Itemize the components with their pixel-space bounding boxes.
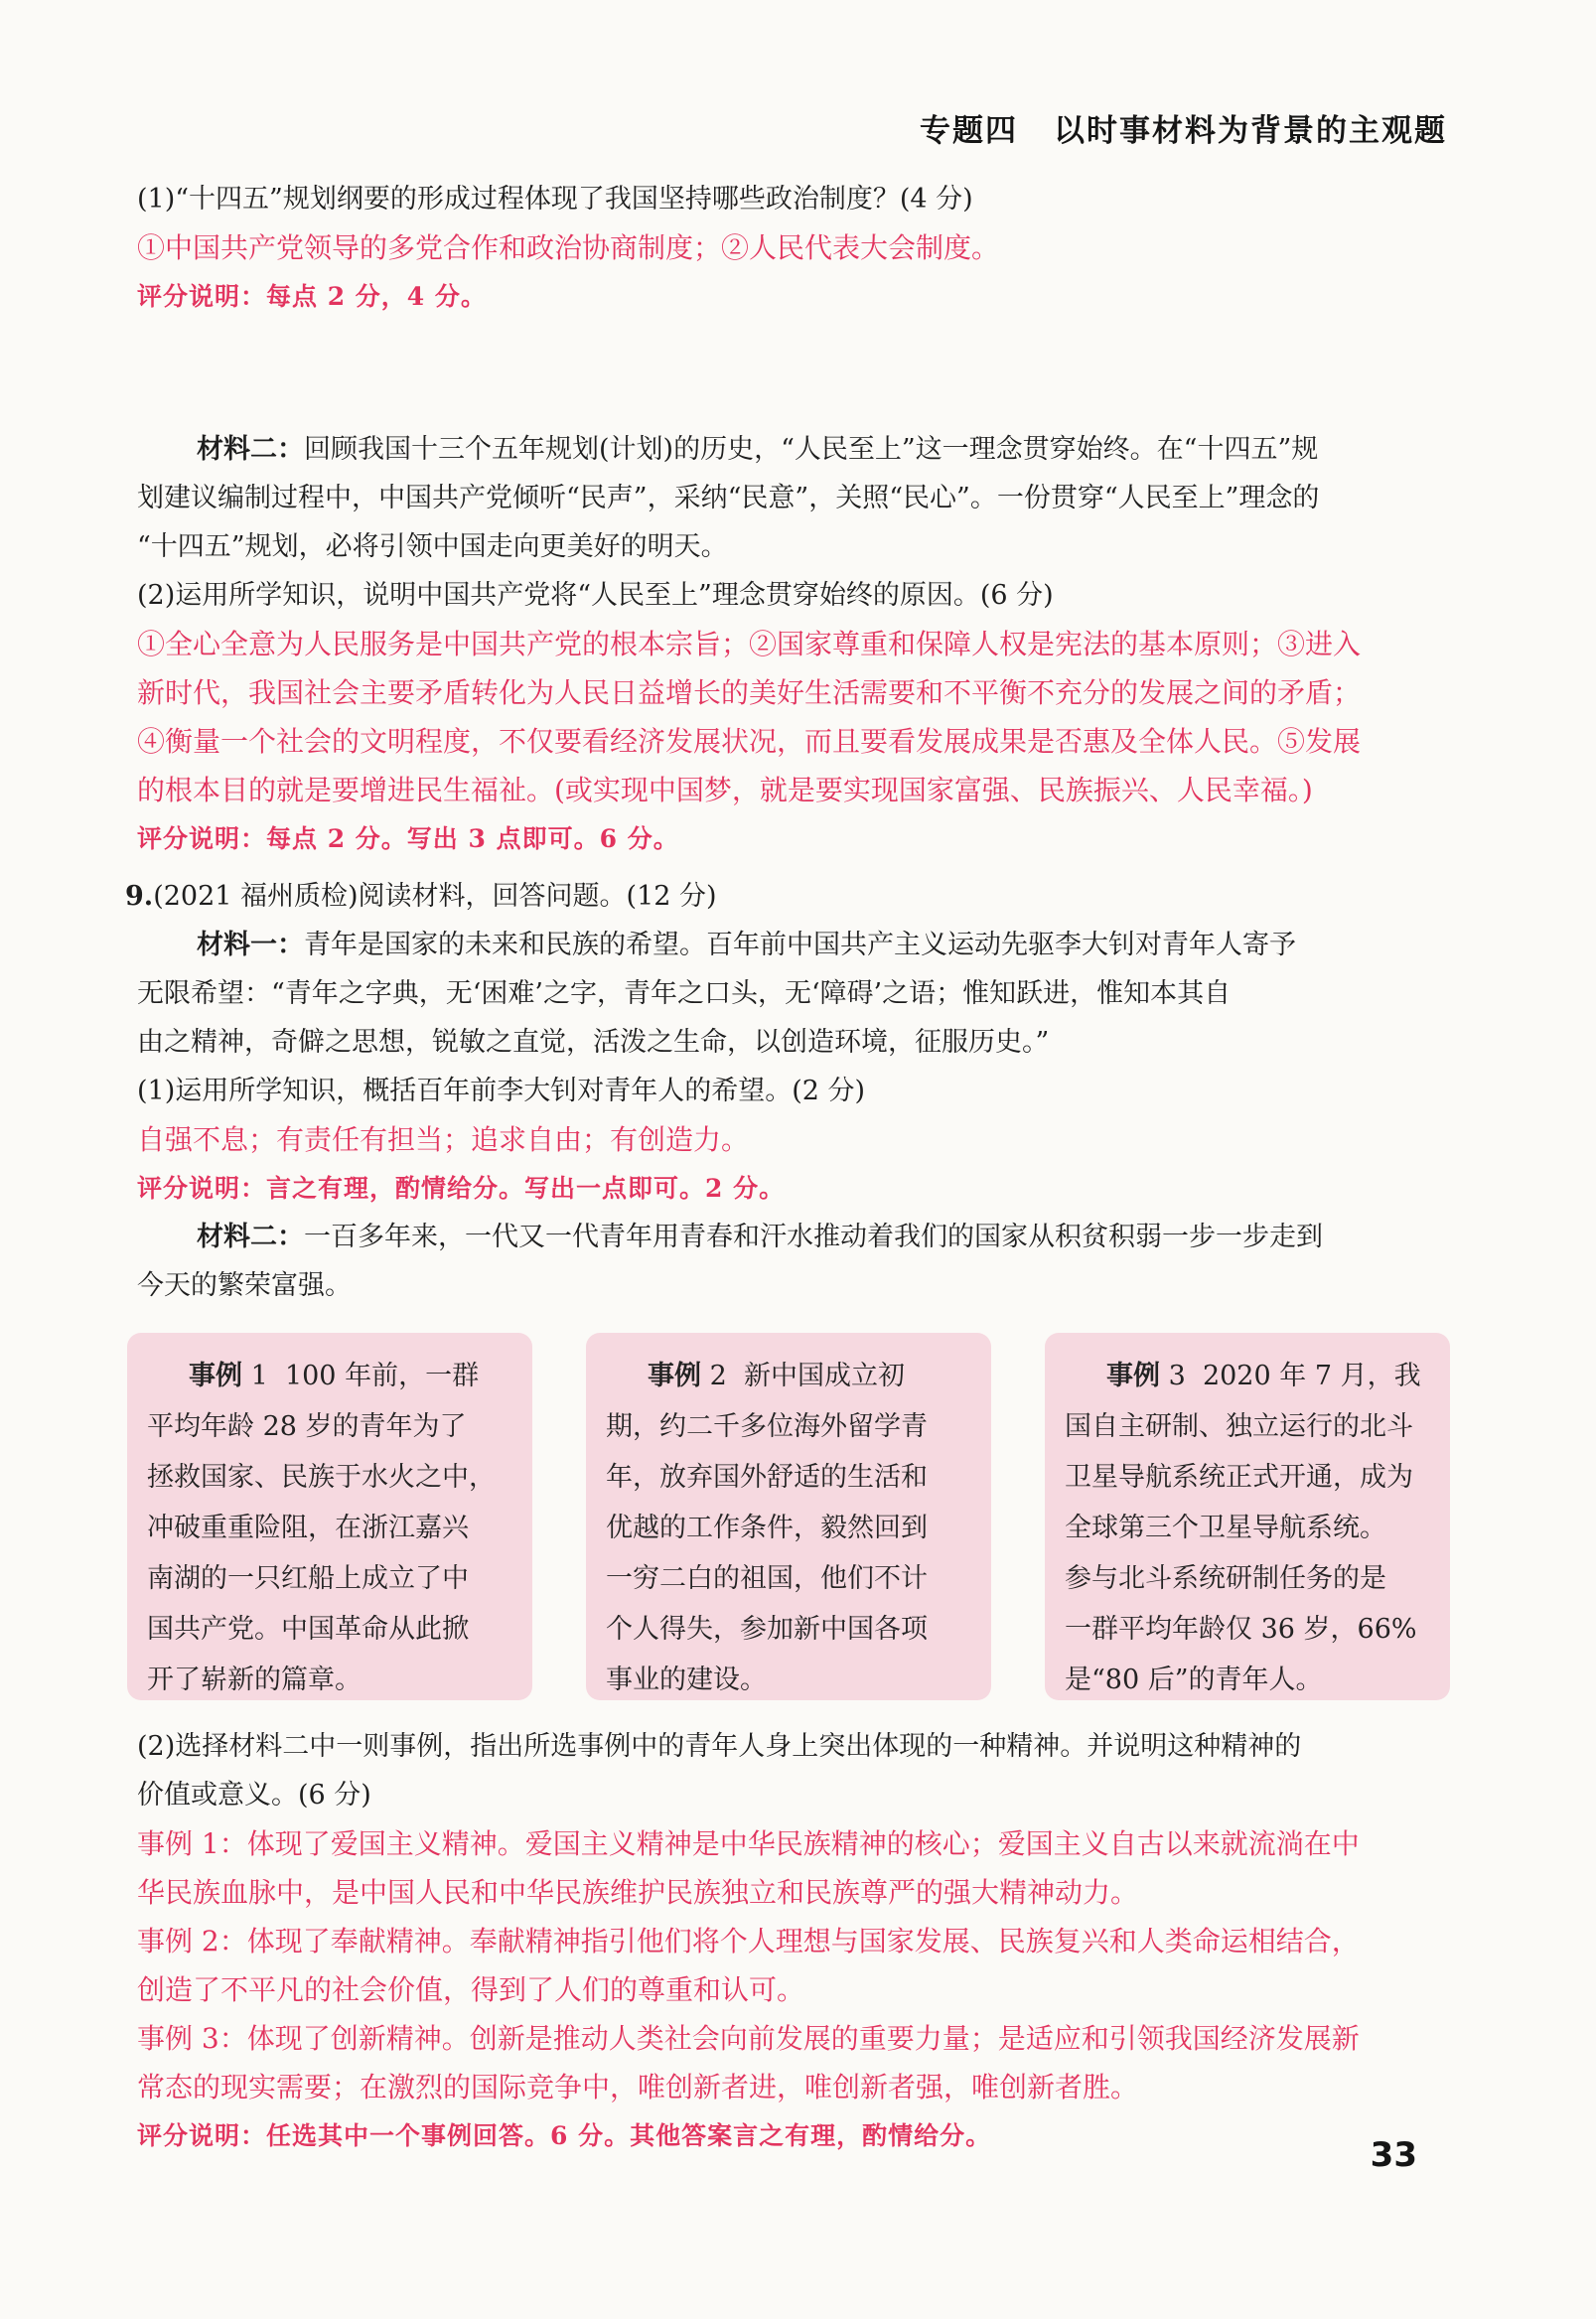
answer-text: ①中国共产党领导的多党合作和政治协商制度；②人民代表大会制度。 xyxy=(137,231,1000,264)
question-text: (1)运用所学知识，概括百年前李大钊对青年人的希望。(2 分) xyxy=(137,1076,866,1106)
card-text: 平均年龄 28 岁的青年为了 xyxy=(147,1411,467,1442)
example-card-1 xyxy=(127,1333,532,1700)
material-text: 划建议编制过程中，中国共产党倾听“民声”，采纳“民意”，关照“民心”。一份贯穿“人民至上”理念的 xyxy=(137,483,1320,513)
material-text: “十四五”规划，必将引领中国走向更美好的明天。 xyxy=(137,531,728,562)
answer-text: 事例 1：体现了爱国主义精神。爱国主义精神是中华民族精神的核心；爱国主义自古以来就流淌在中 xyxy=(137,1827,1360,1860)
page-number: 33 xyxy=(1370,2135,1417,2175)
answer-text: 华民族血脉中，是中国人民和中华民族维护民族独立和民族尊严的强大精神动力。 xyxy=(137,1876,1139,1909)
card-title: 事例 xyxy=(1106,1361,1160,1391)
card-title: 事例 xyxy=(648,1361,701,1391)
card-text: 年，放弃国外舒适的生活和 xyxy=(606,1462,928,1493)
question-1-block xyxy=(137,175,1448,321)
answer-text: 的根本目的就是要增进民生福祉。(或实现中国梦，就是要实现国家富强、民族振兴、人民幸福。) xyxy=(137,774,1313,806)
card-text: 事业的建设。 xyxy=(606,1665,767,1695)
question-9-block xyxy=(125,872,1436,921)
card-text: 优越的工作条件，毅然回到 xyxy=(606,1513,928,1543)
card-text: 国共产党。中国革命从此掀 xyxy=(147,1614,469,1645)
card-text: 卫星导航系统正式开通，成为 xyxy=(1065,1462,1413,1493)
topic-title: 以时事材料为背景的主观题 xyxy=(1054,113,1447,149)
card-text: 期，约二千多位海外留学青 xyxy=(606,1411,928,1442)
card-text: 国自主研制、独立运行的北斗 xyxy=(1065,1411,1413,1442)
scoring-note: 评分说明：每点 2 分。写出 3 点即可。6 分。 xyxy=(137,824,679,853)
card-text: 一穷二白的祖国，他们不计 xyxy=(606,1563,928,1594)
card-text: 一群平均年龄仅 36 岁，66% xyxy=(1065,1614,1417,1645)
card-number: 3 xyxy=(1168,1361,1186,1391)
card-text: 冲破重重险阻，在浙江嘉兴 xyxy=(147,1513,469,1543)
card-text: 个人得失，参加新中国各项 xyxy=(606,1614,928,1645)
answer-text: ④衡量一个社会的文明程度，不仅要看经济发展状况，而且要看发展成果是否惠及全体人民。⑤发展 xyxy=(137,725,1362,758)
card-text: 拯救国家、民族于水火之中， xyxy=(147,1462,496,1493)
material-text: 一百多年来，一代又一代青年用青春和汗水推动着我们的国家从积贫积弱一步一步走到 xyxy=(304,1222,1323,1252)
question-text: (2)选择材料二中一则事例，指出所选事例中的青年人身上突出体现的一种精神。并说明这种精神的 xyxy=(137,1731,1302,1762)
example-card-2 xyxy=(586,1333,991,1700)
page-header xyxy=(920,105,1447,150)
answer-text: 事例 2：体现了奉献精神。奉献精神指引他们将个人理想与国家发展、民族复兴和人类命运相结合， xyxy=(137,1925,1360,1957)
scoring-note: 评分说明：任选其中一个事例回答。6 分。其他答案言之有理，酌情给分。 xyxy=(137,2121,992,2150)
card-text: 2020 年 7 月，我 xyxy=(1202,1361,1421,1391)
scoring-note: 评分说明：每点 2 分，4 分。 xyxy=(137,282,487,311)
question-text: (1)“十四五”规划纲要的形成过程体现了我国坚持哪些政治制度？(4 分) xyxy=(137,184,973,215)
material-text: 回顾我国十三个五年规划(计划)的历史，“人民至上”这一理念贯穿始终。在“十四五”规 xyxy=(304,434,1319,465)
answer-text: 常态的现实需要；在激烈的国际竞争中，唯创新者进，唯创新者强，唯创新者胜。 xyxy=(137,2071,1139,2103)
material-2-block xyxy=(137,425,1448,863)
example-cards xyxy=(127,1333,1450,1700)
card-title: 事例 xyxy=(189,1361,242,1391)
card-number: 2 xyxy=(709,1361,727,1391)
card-text: 全球第三个卫星导航系统。 xyxy=(1065,1513,1386,1543)
card-text: 新中国成立初 xyxy=(743,1361,905,1391)
card-text: 100 年前，一群 xyxy=(284,1361,480,1391)
answer-text: 自强不息；有责任有担当；追求自由；有创造力。 xyxy=(137,1123,750,1156)
card-text: 开了崭新的篇章。 xyxy=(147,1665,362,1695)
answer-text: 事例 3：体现了创新精神。创新是推动人类社会向前发展的重要力量；是适应和引领我国经济发展新 xyxy=(137,2022,1360,2055)
topic-label: 专题四 xyxy=(920,113,1018,149)
material-label: 材料一： xyxy=(197,930,304,960)
question-number: 9. xyxy=(125,881,154,912)
question-text: 价值或意义。(6 分) xyxy=(137,1780,371,1811)
question-title: (2021 福州质检)阅读材料，回答问题。(12 分) xyxy=(153,881,717,912)
scoring-note: 评分说明：言之有理，酌情给分。写出一点即可。2 分。 xyxy=(137,1174,786,1203)
material-text: 今天的繁荣富强。 xyxy=(137,1270,352,1301)
material-label: 材料二： xyxy=(197,434,304,465)
card-text: 南湖的一只红船上成立了中 xyxy=(147,1563,469,1594)
card-number: 1 xyxy=(250,1361,268,1391)
question-text: (2)运用所学知识，说明中国共产党将“人民至上”理念贯穿始终的原因。(6 分) xyxy=(137,580,1054,611)
answer-text: 新时代，我国社会主要矛盾转化为人民日益增长的美好生活需要和不平衡不充分的发展之间的矛盾； xyxy=(137,676,1362,709)
material-text: 无限希望：“青年之字典，无‘困难’之字，青年之口头，无‘障碍’之语；惟知跃进，惟知本其自 xyxy=(137,978,1232,1009)
material-text: 由之精神，奇僻之思想，锐敏之直觉，活泼之生命，以创造环境，征服历史。” xyxy=(137,1027,1050,1058)
answer-text: ①全心全意为人民服务是中国共产党的根本宗旨；②国家尊重和保障人权是宪法的基本原则；③进入 xyxy=(137,628,1362,660)
material-text: 青年是国家的未来和民族的希望。百年前中国共产主义运动先驱李大钊对青年人寄予 xyxy=(304,930,1296,960)
question-9-sub-2 xyxy=(137,1722,1448,2160)
example-card-3 xyxy=(1045,1333,1450,1700)
question-9-material-1 xyxy=(137,921,1448,1310)
card-text: 是“80 后”的青年人。 xyxy=(1065,1665,1323,1695)
answer-text: 创造了不平凡的社会价值，得到了人们的尊重和认可。 xyxy=(137,1973,805,2006)
card-text: 参与北斗系统研制任务的是 xyxy=(1065,1563,1386,1594)
material-label: 材料二： xyxy=(197,1222,304,1252)
